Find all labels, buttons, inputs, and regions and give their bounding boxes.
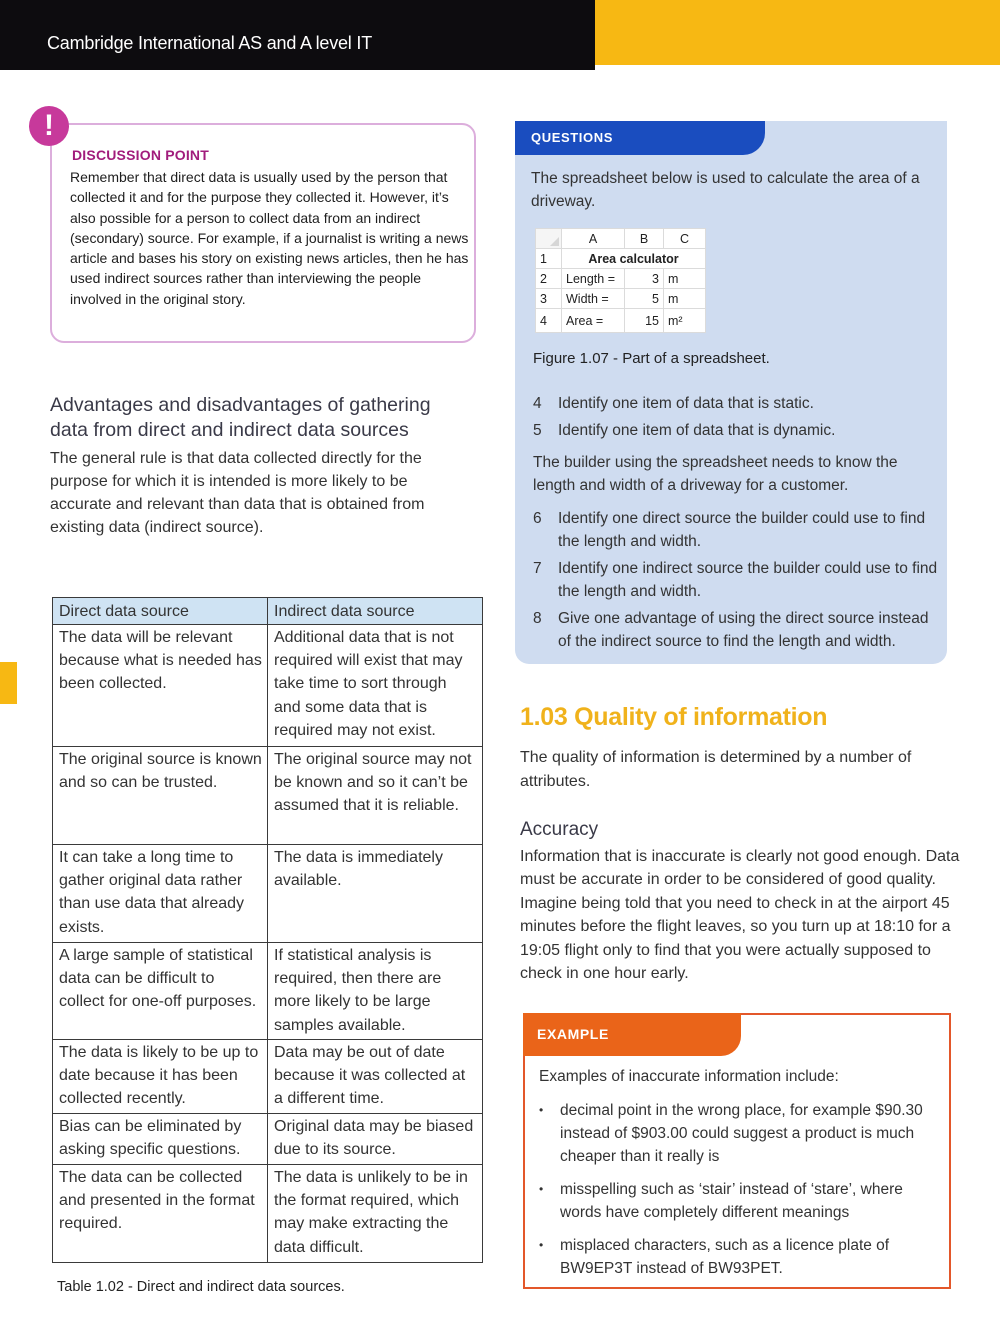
question-item bbox=[533, 557, 943, 603]
label-cell: Length = bbox=[562, 269, 625, 289]
example-item bbox=[539, 1099, 939, 1168]
row-header: 4 bbox=[536, 309, 562, 333]
cell-direct: The data will be relevant because what is needed has been collected. bbox=[53, 625, 268, 747]
table-row bbox=[53, 1165, 483, 1263]
cell-direct: A large sample of statistical data can be difficult to collect for one-off purposes. bbox=[53, 943, 268, 1040]
unit-cell: m bbox=[664, 289, 706, 309]
cell-indirect: The original source may not be known and so it can’t be assumed that it is reliable. bbox=[268, 747, 483, 845]
header-direct: Direct data source bbox=[53, 598, 268, 625]
example-tab bbox=[523, 1013, 741, 1056]
select-all-corner bbox=[536, 229, 562, 249]
table-row bbox=[53, 625, 483, 747]
quality-body: The quality of information is determined by a number of attributes. bbox=[520, 749, 912, 790]
cell-direct: The original source is known and so can be trusted. bbox=[53, 747, 268, 845]
discussion-point-box bbox=[50, 123, 476, 343]
table-header-row bbox=[53, 598, 483, 625]
question-text: Give one advantage of using the direct source instead of the indirect source to find the length and width. bbox=[558, 610, 929, 650]
example-intro: Examples of inaccurate information include: bbox=[539, 1068, 839, 1085]
example-text: decimal point in the wrong place, for example $90.30 instead of $903.00 could suggest a product is much cheaper than it really is bbox=[560, 1102, 923, 1165]
cell-indirect: If statistical analysis is required, then there are more likely to be large samples available. bbox=[268, 943, 483, 1040]
discussion-title: DISCUSSION POINT bbox=[72, 147, 209, 163]
example-item bbox=[539, 1178, 939, 1224]
unit-cell: m bbox=[664, 269, 706, 289]
example-list bbox=[539, 1099, 939, 1290]
example-text: misplaced characters, such as a licence plate of BW9EP3T instead of BW93PET. bbox=[560, 1237, 890, 1277]
value-cell: 3 bbox=[625, 269, 664, 289]
page-header bbox=[0, 0, 1000, 70]
question-item bbox=[533, 607, 943, 653]
label-cell: Width = bbox=[562, 289, 625, 309]
questions-intro: The spreadsheet below is used to calculate the area of a driveway. bbox=[531, 170, 920, 210]
figure-caption: Figure 1.07 - Part of a spreadsheet. bbox=[533, 350, 770, 367]
bullet-icon: • bbox=[539, 1182, 544, 1196]
cell-direct: Bias can be eliminated by asking specific questions. bbox=[53, 1114, 268, 1165]
cell-direct: The data is likely to be up to date because it has been collected recently. bbox=[53, 1040, 268, 1114]
cell-indirect: Original data may be biased due to its source. bbox=[268, 1114, 483, 1165]
question-list-a bbox=[533, 392, 943, 446]
section-heading-advantages: Advantages and disadvantages of gathering data from direct and indirect data sources bbox=[50, 394, 431, 441]
book-title: Cambridge International AS and A level IT bbox=[47, 33, 373, 53]
unit-cell: m² bbox=[664, 309, 706, 333]
cell-indirect: The data is unlikely to be in the format required, which may make extracting the data difficult. bbox=[268, 1165, 483, 1263]
table-row bbox=[53, 747, 483, 845]
column-header-c: C bbox=[664, 229, 706, 249]
questions-label: QUESTIONS bbox=[531, 130, 613, 145]
table-caption: Table 1.02 - Direct and indirect data sources. bbox=[57, 1279, 345, 1295]
question-number: 5 bbox=[533, 422, 542, 439]
example-item bbox=[539, 1234, 939, 1280]
question-number: 8 bbox=[533, 610, 542, 627]
sources-table bbox=[52, 597, 483, 1263]
example-box bbox=[523, 1013, 951, 1289]
section-heading-quality: 1.03 Quality of information bbox=[520, 703, 828, 731]
spreadsheet-column-headers bbox=[536, 229, 706, 249]
label-cell: Area = bbox=[562, 309, 625, 333]
discussion-body: Remember that direct data is usually used by the person that collected it and for the purpose they collected it. However, it’s also possible for a person to collect data from an indirect (secondary) source. For example, if a journalist is writing a news article and bases his story on existing news articles, then he has used indirect sources rather than interviewing the people involved in the original story. bbox=[70, 169, 469, 307]
question-item bbox=[533, 419, 943, 442]
question-number: 6 bbox=[533, 510, 542, 527]
cell-indirect: Additional data that is not required will exist that may take time to sort through and some data that is required may not exist. bbox=[268, 625, 483, 747]
question-text: Identify one item of data that is static. bbox=[558, 395, 814, 412]
question-number: 4 bbox=[533, 395, 542, 412]
question-item bbox=[533, 392, 943, 415]
bullet-icon: • bbox=[539, 1103, 544, 1117]
question-text: Identify one indirect source the builder could use to find the length and width. bbox=[558, 560, 938, 600]
row-header: 1 bbox=[536, 249, 562, 269]
questions-paragraph: The builder using the spreadsheet needs to know the length and width of a driveway for a customer. bbox=[533, 454, 898, 494]
table-row bbox=[53, 1040, 483, 1114]
row-header: 3 bbox=[536, 289, 562, 309]
example-label: EXAMPLE bbox=[537, 1026, 609, 1042]
questions-tab bbox=[515, 121, 765, 155]
table-row bbox=[53, 1114, 483, 1165]
spreadsheet-row bbox=[536, 309, 706, 333]
column-header-a: A bbox=[562, 229, 625, 249]
questions-box bbox=[515, 121, 947, 664]
exclamation-icon: ! bbox=[29, 106, 69, 146]
question-text: Identify one item of data that is dynamic. bbox=[558, 422, 836, 439]
header-indirect: Indirect data source bbox=[268, 598, 483, 625]
question-list-b bbox=[533, 507, 943, 657]
question-text: Identify one direct source the builder could use to find the length and width. bbox=[558, 510, 926, 550]
spreadsheet-row bbox=[536, 289, 706, 309]
table-row bbox=[53, 845, 483, 943]
table-row bbox=[53, 943, 483, 1040]
subheading-accuracy: Accuracy bbox=[520, 819, 599, 840]
row-header: 2 bbox=[536, 269, 562, 289]
cell-indirect: Data may be out of date because it was collected at a different time. bbox=[268, 1040, 483, 1114]
question-number: 7 bbox=[533, 560, 542, 577]
sheet-title-cell: Area calculator bbox=[562, 249, 706, 269]
bullet-icon: • bbox=[539, 1238, 544, 1252]
spreadsheet-row bbox=[536, 269, 706, 289]
header-yellow-band bbox=[595, 0, 1000, 65]
cell-direct: The data can be collected and presented in the format required. bbox=[53, 1165, 268, 1263]
example-text: misspelling such as ‘stair’ instead of ‘stare’, where words have completely different meanings bbox=[560, 1181, 903, 1221]
accuracy-body: Information that is inaccurate is clearly not good enough. Data must be accurate in order to be considered of good quality. Imagine being told that you need to check in at the airport 45 minutes before the flight leaves, so you turn up at 18:10 for a 19:05 flight only to find that you were actually supposed to check in one hour early. bbox=[520, 848, 960, 983]
spreadsheet-figure bbox=[535, 228, 706, 333]
chapter-edge-tab bbox=[0, 662, 17, 704]
spreadsheet-row bbox=[536, 249, 706, 269]
advantages-body: The general rule is that data collected directly for the purpose for which it is intended is more likely to be accurate and relevant than data that is obtained from existing data (indirect source). bbox=[50, 450, 425, 536]
cell-indirect: The data is immediately available. bbox=[268, 845, 483, 943]
column-header-b: B bbox=[625, 229, 664, 249]
value-cell: 15 bbox=[625, 309, 664, 333]
value-cell: 5 bbox=[625, 289, 664, 309]
cell-direct: It can take a long time to gather original data rather than use data that already exists. bbox=[53, 845, 268, 943]
question-item bbox=[533, 507, 943, 553]
